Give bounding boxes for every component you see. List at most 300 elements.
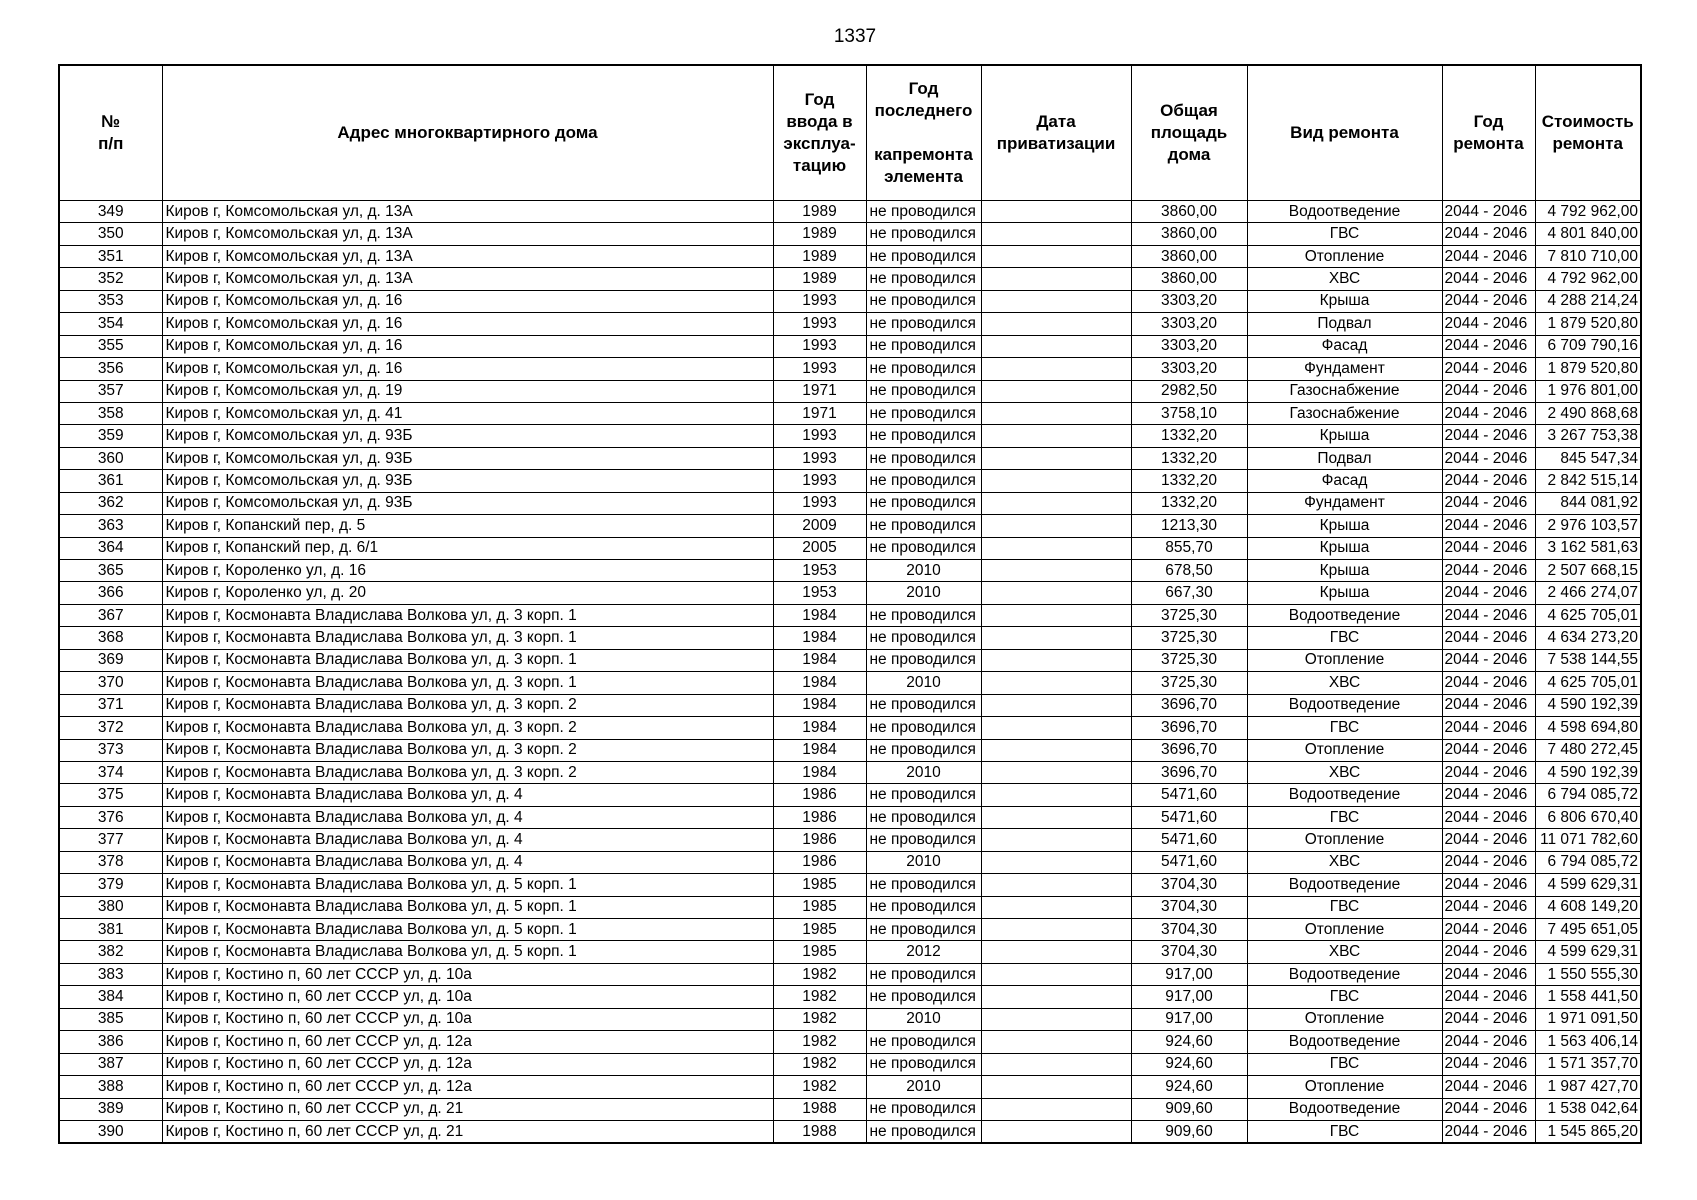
row-repair-type: Крыша — [1247, 537, 1442, 559]
row-address: Киров г, Комсомольская ул, д. 16 — [162, 313, 773, 335]
row-year-built: 1984 — [773, 739, 866, 761]
table-row — [59, 358, 1641, 380]
row-address: Киров г, Комсомольская ул, д. 93Б — [162, 492, 773, 514]
row-cost: 1 563 406,14 — [1535, 1031, 1641, 1053]
row-repair-type: ГВС — [1247, 1053, 1442, 1075]
row-address: Киров г, Космонавта Владислава Волкова ул, д. 5 корп. 1 — [162, 896, 773, 918]
row-address: Киров г, Костино п, 60 лет СССР ул, д. 10а — [162, 963, 773, 985]
row-address: Киров г, Космонавта Владислава Волкова ул, д. 4 — [162, 851, 773, 873]
row-num: 381 — [59, 919, 162, 941]
row-address: Киров г, Комсомольская ул, д. 16 — [162, 335, 773, 357]
row-privatization — [981, 986, 1131, 1008]
row-year-built: 1985 — [773, 874, 866, 896]
row-last-repair: 2010 — [866, 851, 981, 873]
row-area: 3725,30 — [1131, 672, 1247, 694]
row-repair-period: 2044 - 2046 — [1442, 1031, 1535, 1053]
row-num: 369 — [59, 649, 162, 671]
row-repair-type: Водоотведение — [1247, 694, 1442, 716]
row-cost: 4 599 629,31 — [1535, 874, 1641, 896]
header-cost: Стоимость ремонта — [1535, 65, 1641, 201]
row-last-repair: не проводился — [866, 402, 981, 424]
row-privatization — [981, 761, 1131, 783]
row-last-repair: не проводился — [866, 829, 981, 851]
row-area: 3758,10 — [1131, 402, 1247, 424]
row-num: 349 — [59, 201, 162, 223]
row-cost: 2 507 668,15 — [1535, 560, 1641, 582]
row-privatization — [981, 470, 1131, 492]
row-cost: 4 608 149,20 — [1535, 896, 1641, 918]
row-area: 3696,70 — [1131, 717, 1247, 739]
row-address: Киров г, Костино п, 60 лет СССР ул, д. 12а — [162, 1031, 773, 1053]
row-cost: 1 879 520,80 — [1535, 313, 1641, 335]
row-address: Киров г, Космонавта Владислава Волкова ул, д. 4 — [162, 784, 773, 806]
row-address: Киров г, Короленко ул, д. 20 — [162, 582, 773, 604]
row-last-repair: не проводился — [866, 447, 981, 469]
row-area: 5471,60 — [1131, 829, 1247, 851]
row-repair-period: 2044 - 2046 — [1442, 425, 1535, 447]
row-privatization — [981, 582, 1131, 604]
row-area: 924,60 — [1131, 1053, 1247, 1075]
row-privatization — [981, 851, 1131, 873]
row-cost: 4 598 694,80 — [1535, 717, 1641, 739]
table-row — [59, 986, 1641, 1008]
row-num: 358 — [59, 402, 162, 424]
row-cost: 7 480 272,45 — [1535, 739, 1641, 761]
row-cost: 1 545 865,20 — [1535, 1120, 1641, 1143]
row-area: 917,00 — [1131, 1008, 1247, 1030]
row-area: 3696,70 — [1131, 739, 1247, 761]
table-row — [59, 223, 1641, 245]
row-num: 385 — [59, 1008, 162, 1030]
row-repair-period: 2044 - 2046 — [1442, 717, 1535, 739]
row-year-built: 1984 — [773, 694, 866, 716]
row-address: Киров г, Космонавта Владислава Волкова ул, д. 3 корп. 2 — [162, 717, 773, 739]
header-year-built: Год ввода в эксплуа- тацию — [773, 65, 866, 201]
row-year-built: 1971 — [773, 380, 866, 402]
row-num: 366 — [59, 582, 162, 604]
row-last-repair: не проводился — [866, 335, 981, 357]
row-year-built: 1984 — [773, 717, 866, 739]
row-repair-period: 2044 - 2046 — [1442, 560, 1535, 582]
row-area: 3696,70 — [1131, 761, 1247, 783]
row-address: Киров г, Короленко ул, д. 16 — [162, 560, 773, 582]
row-address: Киров г, Комсомольская ул, д. 16 — [162, 290, 773, 312]
row-repair-period: 2044 - 2046 — [1442, 1098, 1535, 1120]
row-last-repair: не проводился — [866, 963, 981, 985]
row-repair-type: Водоотведение — [1247, 874, 1442, 896]
row-cost: 6 709 790,16 — [1535, 335, 1641, 357]
row-year-built: 1989 — [773, 245, 866, 267]
row-year-built: 1986 — [773, 806, 866, 828]
row-area: 1332,20 — [1131, 492, 1247, 514]
row-area: 678,50 — [1131, 560, 1247, 582]
row-address: Киров г, Космонавта Владислава Волкова ул, д. 3 корп. 2 — [162, 694, 773, 716]
row-privatization — [981, 627, 1131, 649]
table-row — [59, 290, 1641, 312]
row-last-repair: не проводился — [866, 537, 981, 559]
row-area: 3860,00 — [1131, 245, 1247, 267]
row-repair-type: Подвал — [1247, 313, 1442, 335]
row-privatization — [981, 358, 1131, 380]
row-repair-period: 2044 - 2046 — [1442, 986, 1535, 1008]
row-repair-period: 2044 - 2046 — [1442, 1053, 1535, 1075]
row-year-built: 1985 — [773, 896, 866, 918]
row-area: 909,60 — [1131, 1120, 1247, 1143]
row-privatization — [981, 223, 1131, 245]
row-repair-type: Водоотведение — [1247, 604, 1442, 626]
row-privatization — [981, 537, 1131, 559]
row-address: Киров г, Костино п, 60 лет СССР ул, д. 12а — [162, 1076, 773, 1098]
header-repair-year: Год ремонта — [1442, 65, 1535, 201]
row-privatization — [981, 1008, 1131, 1030]
row-year-built: 1953 — [773, 560, 866, 582]
row-year-built: 1989 — [773, 223, 866, 245]
row-repair-period: 2044 - 2046 — [1442, 851, 1535, 873]
row-repair-type: Крыша — [1247, 515, 1442, 537]
row-cost: 1 550 555,30 — [1535, 963, 1641, 985]
row-last-repair: не проводился — [866, 874, 981, 896]
row-privatization — [981, 941, 1131, 963]
row-address: Киров г, Космонавта Владислава Волкова ул, д. 5 корп. 1 — [162, 919, 773, 941]
row-num: 379 — [59, 874, 162, 896]
row-privatization — [981, 739, 1131, 761]
row-cost: 3 162 581,63 — [1535, 537, 1641, 559]
row-area: 917,00 — [1131, 963, 1247, 985]
table-row — [59, 1008, 1641, 1030]
row-num: 383 — [59, 963, 162, 985]
row-address: Киров г, Космонавта Владислава Волкова ул, д. 5 корп. 1 — [162, 941, 773, 963]
row-year-built: 1985 — [773, 919, 866, 941]
row-repair-type: Газоснабжение — [1247, 402, 1442, 424]
row-year-built: 1982 — [773, 963, 866, 985]
row-privatization — [981, 492, 1131, 514]
row-repair-period: 2044 - 2046 — [1442, 829, 1535, 851]
row-cost: 7 538 144,55 — [1535, 649, 1641, 671]
row-year-built: 1982 — [773, 1076, 866, 1098]
row-num: 357 — [59, 380, 162, 402]
row-repair-type: Фасад — [1247, 470, 1442, 492]
row-repair-period: 2044 - 2046 — [1442, 806, 1535, 828]
row-year-built: 1993 — [773, 358, 866, 380]
table-row — [59, 1053, 1641, 1075]
row-repair-type: Газоснабжение — [1247, 380, 1442, 402]
row-privatization — [981, 515, 1131, 537]
row-num: 380 — [59, 896, 162, 918]
row-repair-type: Фасад — [1247, 335, 1442, 357]
row-repair-period: 2044 - 2046 — [1442, 492, 1535, 514]
row-num: 377 — [59, 829, 162, 851]
row-privatization — [981, 604, 1131, 626]
row-year-built: 1971 — [773, 402, 866, 424]
table-row — [59, 447, 1641, 469]
row-last-repair: не проводился — [866, 1031, 981, 1053]
row-address: Киров г, Космонавта Владислава Волкова ул, д. 3 корп. 1 — [162, 604, 773, 626]
row-last-repair: не проводился — [866, 425, 981, 447]
row-area: 855,70 — [1131, 537, 1247, 559]
row-repair-type: Крыша — [1247, 425, 1442, 447]
row-repair-type: Отопление — [1247, 1008, 1442, 1030]
row-year-built: 1986 — [773, 851, 866, 873]
table-row — [59, 829, 1641, 851]
header-repair-type: Вид ремонта — [1247, 65, 1442, 201]
row-repair-type: Крыша — [1247, 290, 1442, 312]
row-last-repair: не проводился — [866, 290, 981, 312]
row-repair-period: 2044 - 2046 — [1442, 874, 1535, 896]
row-area: 3725,30 — [1131, 627, 1247, 649]
table-row — [59, 941, 1641, 963]
row-repair-type: Отопление — [1247, 649, 1442, 671]
row-repair-period: 2044 - 2046 — [1442, 290, 1535, 312]
row-year-built: 1953 — [773, 582, 866, 604]
row-year-built: 1989 — [773, 201, 866, 223]
row-repair-type: ГВС — [1247, 986, 1442, 1008]
row-last-repair: 2010 — [866, 582, 981, 604]
row-repair-period: 2044 - 2046 — [1442, 358, 1535, 380]
row-repair-type: Отопление — [1247, 739, 1442, 761]
row-repair-type: ГВС — [1247, 806, 1442, 828]
row-privatization — [981, 447, 1131, 469]
row-repair-type: Отопление — [1247, 919, 1442, 941]
table-row — [59, 1031, 1641, 1053]
row-privatization — [981, 1076, 1131, 1098]
row-num: 388 — [59, 1076, 162, 1098]
row-area: 1332,20 — [1131, 470, 1247, 492]
row-privatization — [981, 694, 1131, 716]
row-address: Киров г, Комсомольская ул, д. 13А — [162, 245, 773, 267]
row-year-built: 1986 — [773, 784, 866, 806]
row-address: Киров г, Комсомольская ул, д. 19 — [162, 380, 773, 402]
row-num: 351 — [59, 245, 162, 267]
row-repair-period: 2044 - 2046 — [1442, 470, 1535, 492]
row-repair-type: ГВС — [1247, 717, 1442, 739]
row-year-built: 1993 — [773, 447, 866, 469]
row-privatization — [981, 874, 1131, 896]
row-year-built: 1993 — [773, 470, 866, 492]
row-privatization — [981, 649, 1131, 671]
table-row — [59, 313, 1641, 335]
header-area: Общая площадь дома — [1131, 65, 1247, 201]
row-area: 5471,60 — [1131, 806, 1247, 828]
row-cost: 4 590 192,39 — [1535, 761, 1641, 783]
table-row — [59, 245, 1641, 267]
row-address: Киров г, Космонавта Владислава Волкова ул, д. 5 корп. 1 — [162, 874, 773, 896]
row-repair-period: 2044 - 2046 — [1442, 896, 1535, 918]
row-num: 364 — [59, 537, 162, 559]
header-address: Адрес многоквартирного дома — [162, 65, 773, 201]
header-num: № п/п — [59, 65, 162, 201]
row-repair-type: Крыша — [1247, 582, 1442, 604]
row-last-repair: не проводился — [866, 268, 981, 290]
row-year-built: 1993 — [773, 313, 866, 335]
row-year-built: 1993 — [773, 290, 866, 312]
row-address: Киров г, Комсомольская ул, д. 93Б — [162, 425, 773, 447]
row-num: 363 — [59, 515, 162, 537]
row-repair-type: Водоотведение — [1247, 1098, 1442, 1120]
table-row — [59, 425, 1641, 447]
row-area: 3860,00 — [1131, 223, 1247, 245]
row-address: Киров г, Копанский пер, д. 5 — [162, 515, 773, 537]
table-row — [59, 963, 1641, 985]
row-repair-type: ГВС — [1247, 1120, 1442, 1143]
row-num: 373 — [59, 739, 162, 761]
row-cost: 6 794 085,72 — [1535, 851, 1641, 873]
row-num: 367 — [59, 604, 162, 626]
row-repair-period: 2044 - 2046 — [1442, 627, 1535, 649]
row-privatization — [981, 1031, 1131, 1053]
row-privatization — [981, 560, 1131, 582]
table-row — [59, 515, 1641, 537]
row-last-repair: не проводился — [866, 1053, 981, 1075]
row-year-built: 2005 — [773, 537, 866, 559]
row-year-built: 1993 — [773, 335, 866, 357]
row-privatization — [981, 290, 1131, 312]
table-row — [59, 851, 1641, 873]
row-cost: 4 599 629,31 — [1535, 941, 1641, 963]
row-address: Киров г, Космонавта Владислава Волкова ул, д. 3 корп. 1 — [162, 672, 773, 694]
row-num: 375 — [59, 784, 162, 806]
row-cost: 4 625 705,01 — [1535, 672, 1641, 694]
row-address: Киров г, Космонавта Владислава Волкова ул, д. 3 корп. 1 — [162, 627, 773, 649]
row-num: 372 — [59, 717, 162, 739]
row-last-repair: не проводился — [866, 380, 981, 402]
row-last-repair: не проводился — [866, 245, 981, 267]
row-repair-period: 2044 - 2046 — [1442, 604, 1535, 626]
row-repair-type: ГВС — [1247, 223, 1442, 245]
row-repair-period: 2044 - 2046 — [1442, 941, 1535, 963]
row-area: 1213,30 — [1131, 515, 1247, 537]
row-repair-period: 2044 - 2046 — [1442, 245, 1535, 267]
row-last-repair: 2010 — [866, 1008, 981, 1030]
header-privatization: Дата приватизации — [981, 65, 1131, 201]
row-privatization — [981, 245, 1131, 267]
row-cost: 845 547,34 — [1535, 447, 1641, 469]
row-privatization — [981, 268, 1131, 290]
row-num: 352 — [59, 268, 162, 290]
row-num: 378 — [59, 851, 162, 873]
row-address: Киров г, Комсомольская ул, д. 93Б — [162, 447, 773, 469]
row-num: 384 — [59, 986, 162, 1008]
row-privatization — [981, 1120, 1131, 1143]
row-year-built: 1993 — [773, 492, 866, 514]
row-area: 3725,30 — [1131, 604, 1247, 626]
row-repair-period: 2044 - 2046 — [1442, 919, 1535, 941]
row-last-repair: не проводился — [866, 627, 981, 649]
row-repair-period: 2044 - 2046 — [1442, 447, 1535, 469]
row-repair-type: ХВС — [1247, 268, 1442, 290]
row-repair-period: 2044 - 2046 — [1442, 784, 1535, 806]
row-last-repair: не проводился — [866, 1120, 981, 1143]
row-year-built: 1982 — [773, 986, 866, 1008]
row-repair-type: Водоотведение — [1247, 963, 1442, 985]
row-repair-type: Фундамент — [1247, 492, 1442, 514]
table-row — [59, 201, 1641, 223]
row-last-repair: 2010 — [866, 560, 981, 582]
row-year-built: 1984 — [773, 761, 866, 783]
row-cost: 1 987 427,70 — [1535, 1076, 1641, 1098]
row-repair-type: ХВС — [1247, 672, 1442, 694]
row-cost: 7 495 651,05 — [1535, 919, 1641, 941]
row-repair-type: ГВС — [1247, 627, 1442, 649]
row-year-built: 1982 — [773, 1031, 866, 1053]
row-repair-period: 2044 - 2046 — [1442, 380, 1535, 402]
row-area: 5471,60 — [1131, 784, 1247, 806]
row-repair-period: 2044 - 2046 — [1442, 761, 1535, 783]
row-repair-type: ХВС — [1247, 761, 1442, 783]
row-cost: 6 806 670,40 — [1535, 806, 1641, 828]
row-area: 3303,20 — [1131, 335, 1247, 357]
row-last-repair: не проводился — [866, 358, 981, 380]
table-row — [59, 470, 1641, 492]
row-area: 1332,20 — [1131, 447, 1247, 469]
row-num: 382 — [59, 941, 162, 963]
row-address: Киров г, Комсомольская ул, д. 93Б — [162, 470, 773, 492]
row-last-repair: не проводился — [866, 515, 981, 537]
row-address: Киров г, Костино п, 60 лет СССР ул, д. 12а — [162, 1053, 773, 1075]
row-privatization — [981, 784, 1131, 806]
row-last-repair: не проводился — [866, 649, 981, 671]
row-area: 924,60 — [1131, 1076, 1247, 1098]
row-year-built: 1984 — [773, 672, 866, 694]
row-num: 359 — [59, 425, 162, 447]
table-row — [59, 560, 1641, 582]
row-last-repair: не проводился — [866, 806, 981, 828]
row-privatization — [981, 806, 1131, 828]
row-privatization — [981, 1098, 1131, 1120]
row-num: 371 — [59, 694, 162, 716]
row-last-repair: не проводился — [866, 919, 981, 941]
row-repair-type: Отопление — [1247, 245, 1442, 267]
row-repair-period: 2044 - 2046 — [1442, 402, 1535, 424]
table-row — [59, 761, 1641, 783]
row-area: 3303,20 — [1131, 290, 1247, 312]
row-privatization — [981, 919, 1131, 941]
table-row — [59, 1120, 1641, 1143]
row-repair-type: Отопление — [1247, 829, 1442, 851]
row-address: Киров г, Костино п, 60 лет СССР ул, д. 10а — [162, 986, 773, 1008]
row-num: 354 — [59, 313, 162, 335]
row-privatization — [981, 402, 1131, 424]
row-year-built: 1984 — [773, 627, 866, 649]
row-cost: 1 571 357,70 — [1535, 1053, 1641, 1075]
row-last-repair: не проводился — [866, 223, 981, 245]
row-cost: 4 288 214,24 — [1535, 290, 1641, 312]
row-area: 3704,30 — [1131, 874, 1247, 896]
row-area: 3704,30 — [1131, 919, 1247, 941]
row-repair-period: 2044 - 2046 — [1442, 515, 1535, 537]
row-last-repair: не проводился — [866, 717, 981, 739]
row-cost: 1 538 042,64 — [1535, 1098, 1641, 1120]
row-cost: 1 971 091,50 — [1535, 1008, 1641, 1030]
row-repair-period: 2044 - 2046 — [1442, 1120, 1535, 1143]
row-num: 389 — [59, 1098, 162, 1120]
row-cost: 4 590 192,39 — [1535, 694, 1641, 716]
row-repair-type: ГВС — [1247, 896, 1442, 918]
row-year-built: 1986 — [773, 829, 866, 851]
row-address: Киров г, Костино п, 60 лет СССР ул, д. 21 — [162, 1120, 773, 1143]
row-num: 356 — [59, 358, 162, 380]
row-last-repair: не проводился — [866, 201, 981, 223]
row-cost: 844 081,92 — [1535, 492, 1641, 514]
row-last-repair: 2010 — [866, 672, 981, 694]
row-address: Киров г, Космонавта Владислава Волкова ул, д. 4 — [162, 806, 773, 828]
row-repair-period: 2044 - 2046 — [1442, 694, 1535, 716]
row-repair-period: 2044 - 2046 — [1442, 739, 1535, 761]
row-cost: 4 801 840,00 — [1535, 223, 1641, 245]
row-year-built: 1982 — [773, 1008, 866, 1030]
row-year-built: 1985 — [773, 941, 866, 963]
row-area: 3696,70 — [1131, 694, 1247, 716]
row-num: 353 — [59, 290, 162, 312]
